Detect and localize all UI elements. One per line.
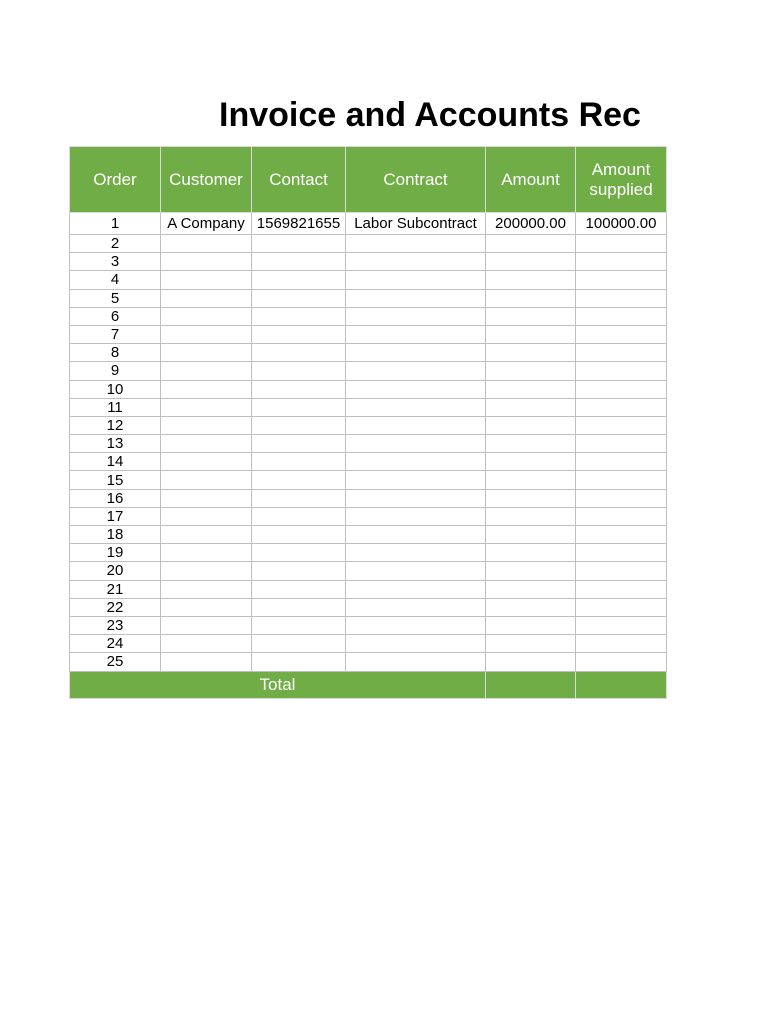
table-row	[70, 289, 667, 307]
contact-cell[interactable]	[252, 271, 346, 289]
amount-supplied-cell[interactable]	[576, 289, 667, 307]
amount-supplied-cell[interactable]	[576, 635, 667, 653]
contract-cell[interactable]	[346, 289, 486, 307]
order-cell[interactable]: 20	[70, 562, 161, 580]
contact-cell[interactable]	[252, 344, 346, 362]
customer-cell[interactable]: A Company	[161, 213, 252, 235]
order-cell[interactable]: 19	[70, 544, 161, 562]
order-cell[interactable]: 11	[70, 398, 161, 416]
order-cell[interactable]: 4	[70, 271, 161, 289]
amount-supplied-cell[interactable]	[576, 453, 667, 471]
order-cell[interactable]: 21	[70, 580, 161, 598]
order-cell[interactable]: 14	[70, 453, 161, 471]
table-row	[70, 544, 667, 562]
amount-cell[interactable]	[486, 562, 576, 580]
contract-cell[interactable]	[346, 253, 486, 271]
order-cell[interactable]: 13	[70, 435, 161, 453]
amount-supplied-cell[interactable]	[576, 253, 667, 271]
amount-supplied-cell[interactable]	[576, 435, 667, 453]
amount-cell[interactable]	[486, 235, 576, 253]
table-row	[70, 507, 667, 525]
order-cell[interactable]: 23	[70, 616, 161, 634]
customer-cell[interactable]	[161, 616, 252, 634]
contact-cell[interactable]	[252, 416, 346, 434]
contact-cell[interactable]	[252, 380, 346, 398]
header-amount-supplied-label: Amount supplied	[589, 159, 653, 199]
amount-supplied-cell[interactable]: 100000.00	[576, 213, 667, 235]
contract-cell[interactable]	[346, 453, 486, 471]
order-cell[interactable]: 8	[70, 344, 161, 362]
contract-cell[interactable]	[346, 562, 486, 580]
contact-cell[interactable]	[252, 616, 346, 634]
contact-cell[interactable]	[252, 489, 346, 507]
contract-cell[interactable]	[346, 635, 486, 653]
contact-cell[interactable]	[252, 507, 346, 525]
table-row	[70, 235, 667, 253]
contract-cell[interactable]	[346, 362, 486, 380]
contract-cell[interactable]	[346, 235, 486, 253]
amount-cell[interactable]	[486, 507, 576, 525]
invoice-table	[69, 146, 667, 699]
total-supplied-cell[interactable]	[576, 671, 667, 698]
customer-cell[interactable]	[161, 471, 252, 489]
amount-cell[interactable]	[486, 653, 576, 671]
customer-cell[interactable]	[161, 507, 252, 525]
table-row	[70, 616, 667, 634]
table-row	[70, 489, 667, 507]
table-row	[70, 453, 667, 471]
amount-supplied-cell[interactable]	[576, 526, 667, 544]
amount-cell[interactable]	[486, 526, 576, 544]
total-label[interactable]: Total	[70, 671, 486, 698]
contract-cell[interactable]	[346, 653, 486, 671]
customer-cell[interactable]	[161, 544, 252, 562]
amount-supplied-cell[interactable]	[576, 653, 667, 671]
amount-cell[interactable]	[486, 489, 576, 507]
contact-cell[interactable]	[252, 289, 346, 307]
order-cell[interactable]: 15	[70, 471, 161, 489]
amount-supplied-cell[interactable]	[576, 544, 667, 562]
amount-supplied-cell[interactable]	[576, 416, 667, 434]
table-row	[70, 526, 667, 544]
customer-cell[interactable]	[161, 562, 252, 580]
amount-cell[interactable]	[486, 544, 576, 562]
contract-cell[interactable]	[346, 526, 486, 544]
order-cell[interactable]: 25	[70, 653, 161, 671]
contract-cell[interactable]	[346, 380, 486, 398]
contact-cell[interactable]	[252, 362, 346, 380]
amount-cell[interactable]	[486, 616, 576, 634]
amount-supplied-cell[interactable]	[576, 580, 667, 598]
table-row	[70, 307, 667, 325]
customer-cell[interactable]	[161, 344, 252, 362]
contract-cell[interactable]	[346, 507, 486, 525]
customer-cell[interactable]	[161, 253, 252, 271]
contact-cell[interactable]	[252, 544, 346, 562]
order-cell[interactable]: 12	[70, 416, 161, 434]
contract-cell[interactable]: Labor Subcontract	[346, 213, 486, 235]
order-cell[interactable]: 3	[70, 253, 161, 271]
amount-supplied-cell[interactable]	[576, 471, 667, 489]
header-customer[interactable]: Customer	[161, 147, 252, 213]
total-row	[70, 671, 667, 698]
amount-cell[interactable]	[486, 435, 576, 453]
customer-cell[interactable]	[161, 307, 252, 325]
amount-supplied-cell[interactable]	[576, 598, 667, 616]
page-title: Invoice and Accounts Rec	[219, 96, 641, 134]
amount-cell[interactable]	[486, 416, 576, 434]
contract-cell[interactable]	[346, 580, 486, 598]
customer-cell[interactable]	[161, 289, 252, 307]
amount-cell[interactable]	[486, 598, 576, 616]
amount-cell[interactable]	[486, 471, 576, 489]
amount-supplied-cell[interactable]	[576, 489, 667, 507]
order-cell[interactable]: 7	[70, 325, 161, 343]
order-cell[interactable]: 18	[70, 526, 161, 544]
amount-cell[interactable]	[486, 307, 576, 325]
amount-cell[interactable]	[486, 398, 576, 416]
table-row	[70, 380, 667, 398]
contact-cell[interactable]	[252, 471, 346, 489]
amount-supplied-cell[interactable]	[576, 271, 667, 289]
table-row	[70, 598, 667, 616]
contract-cell[interactable]	[346, 616, 486, 634]
customer-cell[interactable]	[161, 398, 252, 416]
amount-cell[interactable]	[486, 453, 576, 471]
contract-cell[interactable]	[346, 471, 486, 489]
contract-cell[interactable]	[346, 344, 486, 362]
contact-cell[interactable]	[252, 635, 346, 653]
contract-cell[interactable]	[346, 307, 486, 325]
amount-supplied-cell[interactable]	[576, 307, 667, 325]
table-row	[70, 271, 667, 289]
contact-cell[interactable]	[252, 562, 346, 580]
contact-cell[interactable]	[252, 253, 346, 271]
table-row	[70, 362, 667, 380]
order-cell[interactable]: 6	[70, 307, 161, 325]
contact-cell[interactable]	[252, 307, 346, 325]
customer-cell[interactable]	[161, 580, 252, 598]
contact-cell[interactable]	[252, 325, 346, 343]
header-row	[70, 147, 667, 213]
contract-cell[interactable]	[346, 416, 486, 434]
table-row	[70, 416, 667, 434]
customer-cell[interactable]	[161, 435, 252, 453]
customer-cell[interactable]	[161, 271, 252, 289]
contract-cell[interactable]	[346, 271, 486, 289]
table-row	[70, 213, 667, 235]
contract-cell[interactable]	[346, 325, 486, 343]
amount-supplied-cell[interactable]	[576, 235, 667, 253]
table-row	[70, 471, 667, 489]
table-row	[70, 253, 667, 271]
header-order[interactable]: Order	[70, 147, 161, 213]
order-cell[interactable]: 24	[70, 635, 161, 653]
amount-supplied-cell[interactable]	[576, 325, 667, 343]
order-cell[interactable]: 17	[70, 507, 161, 525]
contract-cell[interactable]	[346, 489, 486, 507]
order-cell[interactable]: 16	[70, 489, 161, 507]
total-amount-cell[interactable]	[486, 671, 576, 698]
order-cell[interactable]: 10	[70, 380, 161, 398]
customer-cell[interactable]	[161, 325, 252, 343]
contract-cell[interactable]	[346, 398, 486, 416]
customer-cell[interactable]	[161, 235, 252, 253]
title-area	[69, 94, 666, 140]
customer-cell[interactable]	[161, 653, 252, 671]
amount-supplied-cell[interactable]	[576, 616, 667, 634]
table-row	[70, 344, 667, 362]
customer-cell[interactable]	[161, 380, 252, 398]
table-row	[70, 398, 667, 416]
order-cell[interactable]: 9	[70, 362, 161, 380]
customer-cell[interactable]	[161, 416, 252, 434]
customer-cell[interactable]	[161, 526, 252, 544]
customer-cell[interactable]	[161, 453, 252, 471]
contract-cell[interactable]	[346, 435, 486, 453]
amount-supplied-cell[interactable]	[576, 344, 667, 362]
customer-cell[interactable]	[161, 362, 252, 380]
order-cell[interactable]: 5	[70, 289, 161, 307]
amount-cell[interactable]	[486, 380, 576, 398]
table-row	[70, 580, 667, 598]
amount-cell[interactable]	[486, 580, 576, 598]
order-cell[interactable]: 22	[70, 598, 161, 616]
amount-cell[interactable]: 200000.00	[486, 213, 576, 235]
contact-cell[interactable]	[252, 398, 346, 416]
amount-supplied-cell[interactable]	[576, 562, 667, 580]
header-contact[interactable]: Contact	[252, 147, 346, 213]
amount-supplied-cell[interactable]	[576, 380, 667, 398]
customer-cell[interactable]	[161, 489, 252, 507]
contact-cell[interactable]	[252, 598, 346, 616]
amount-supplied-cell[interactable]	[576, 507, 667, 525]
contact-cell[interactable]	[252, 453, 346, 471]
amount-cell[interactable]	[486, 289, 576, 307]
customer-cell[interactable]	[161, 598, 252, 616]
contact-cell[interactable]	[252, 580, 346, 598]
table-row	[70, 653, 667, 671]
amount-cell[interactable]	[486, 362, 576, 380]
header-contract[interactable]: Contract	[346, 147, 486, 213]
amount-cell[interactable]	[486, 325, 576, 343]
amount-cell[interactable]	[486, 271, 576, 289]
order-cell[interactable]: 2	[70, 235, 161, 253]
table-row	[70, 435, 667, 453]
contact-cell[interactable]	[252, 526, 346, 544]
contact-cell[interactable]	[252, 235, 346, 253]
customer-cell[interactable]	[161, 635, 252, 653]
table-row	[70, 635, 667, 653]
amount-cell[interactable]	[486, 344, 576, 362]
contact-cell[interactable]	[252, 435, 346, 453]
order-cell[interactable]: 1	[70, 213, 161, 235]
amount-supplied-cell[interactable]	[576, 362, 667, 380]
contact-cell[interactable]: 1569821655	[252, 213, 346, 235]
table-row	[70, 325, 667, 343]
contract-cell[interactable]	[346, 598, 486, 616]
amount-cell[interactable]	[486, 253, 576, 271]
header-amount-supplied[interactable]	[576, 147, 667, 213]
amount-cell[interactable]	[486, 635, 576, 653]
header-amount[interactable]: Amount	[486, 147, 576, 213]
amount-supplied-cell[interactable]	[576, 398, 667, 416]
contact-cell[interactable]	[252, 653, 346, 671]
contract-cell[interactable]	[346, 544, 486, 562]
table-row	[70, 562, 667, 580]
